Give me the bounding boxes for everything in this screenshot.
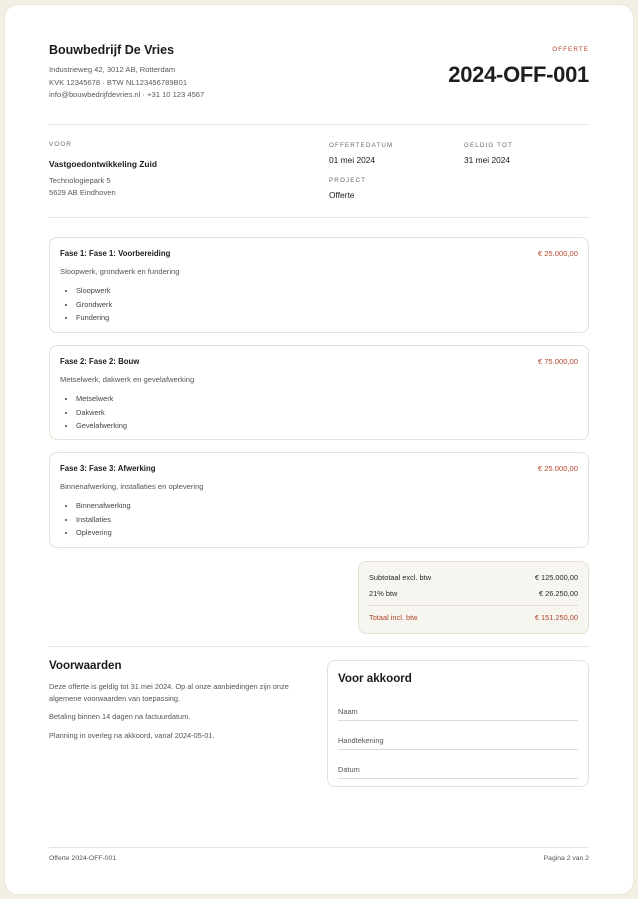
phase-item: • Fundering <box>76 311 112 325</box>
page-content <box>49 5 589 894</box>
company-details <box>49 64 204 102</box>
client-block <box>49 141 157 198</box>
subtotal-row <box>369 573 578 582</box>
project-block <box>329 177 366 200</box>
phase-title: Fase 2: Fase 2: Bouw <box>60 357 140 366</box>
vat-label: 21% btw <box>369 589 398 598</box>
phase-item-list <box>76 499 131 540</box>
phase-item: • Sloopwerk <box>76 284 112 298</box>
company-address: Industrieweg 42, 3012 AB, Rotterdam <box>49 65 176 74</box>
name-field[interactable] <box>338 701 578 721</box>
phase-card <box>49 452 589 548</box>
document-number: 2024-OFF-001 <box>448 62 589 87</box>
project-label: PROJECT <box>329 177 367 184</box>
date-field[interactable] <box>338 759 578 779</box>
date-field-label: Datum <box>338 765 360 774</box>
client-street: Technologiepark 5 <box>49 176 111 185</box>
company-contact: info@bouwbedrijfdevries.nl · +31 10 123 4567 <box>49 90 205 99</box>
phase-amount: € 25.000,00 <box>537 464 578 473</box>
name-field-label: Naam <box>338 707 358 716</box>
divider <box>49 847 589 848</box>
client-name: Vastgoedontwikkeling Zuid <box>49 159 157 169</box>
phase-item: • Gevelafwerking <box>76 419 127 433</box>
phase-item-list <box>76 284 112 325</box>
conditions-paragraph: Planning in overleg na akkoord, vanaf 2024-05-01. <box>49 730 215 740</box>
company-block <box>49 43 204 102</box>
document-page <box>4 4 634 895</box>
signature-field-label: Handtekening <box>338 736 384 745</box>
client-city: 5629 AB Eindhoven <box>49 187 116 197</box>
phase-item: • Grondwerk <box>76 298 112 312</box>
phase-description: Sloopwerk, grondwerk en fundering <box>60 267 180 276</box>
client-label: VOOR <box>49 141 72 148</box>
phase-item: • Oplevering <box>76 526 131 540</box>
subtotal-label: Subtotaal excl. btw <box>369 573 432 582</box>
company-registration: KVK 12345678 · BTW NL123456789B01 <box>49 77 188 87</box>
phase-item: • Installaties <box>76 513 131 527</box>
valid-until-block <box>464 142 513 165</box>
document-type-label: OFFERTE <box>552 46 589 53</box>
phase-card <box>49 345 589 440</box>
valid-until-value: 31 mei 2024 <box>464 155 511 165</box>
footer-page-number: Pagina 2 van 2 <box>543 855 589 862</box>
phase-card <box>49 237 589 333</box>
totals-box <box>358 561 589 634</box>
vat-row <box>369 589 578 598</box>
phase-description: Metselwerk, dakwerk en gevelafwerking <box>60 375 195 384</box>
divider <box>49 124 589 125</box>
divider <box>49 646 589 647</box>
phase-title: Fase 1: Fase 1: Voorbereiding <box>60 249 171 258</box>
signature-field[interactable] <box>338 730 578 750</box>
divider <box>49 217 589 218</box>
conditions-paragraph: Deze offerte is geldig tot 31 mei 2024. Op al onze aanbiedingen zijn onze algemene voorwaarden van toepassing. <box>49 682 289 703</box>
quote-date-label: OFFERTEDATUM <box>329 142 394 149</box>
client-address <box>49 175 157 198</box>
subtotal-value: € 125.000,00 <box>534 573 578 582</box>
vat-value: € 26.250,00 <box>538 589 578 598</box>
total-value: € 151.250,00 <box>534 613 578 622</box>
approval-box <box>327 660 589 787</box>
phase-item: • Binnenafwerking <box>76 499 131 513</box>
phase-item: • Metselwerk <box>76 392 127 406</box>
phase-item: • Dakwerk <box>76 406 127 420</box>
phase-title: Fase 3: Fase 3: Afwerking <box>60 464 156 473</box>
valid-until-label: GELDIG TOT <box>464 142 513 149</box>
conditions-paragraph: Betaling binnen 14 dagen na factuurdatum. <box>49 712 191 721</box>
phase-item-list <box>76 392 127 433</box>
quote-date-value: 01 mei 2024 <box>329 155 376 165</box>
phase-amount: € 75.000,00 <box>537 357 578 366</box>
quote-date-block <box>329 142 393 165</box>
total-label: Totaal incl. btw <box>369 613 418 622</box>
phase-amount: € 25.000,00 <box>537 249 578 258</box>
company-name: Bouwbedrijf De Vries <box>49 43 175 57</box>
conditions-title: Voorwaarden <box>49 659 122 672</box>
totals-divider <box>369 605 578 606</box>
project-value: Offerte <box>329 190 355 200</box>
phase-description: Binnenafwerking, installaties en oplevering <box>60 482 204 491</box>
footer-document-ref: Offerte 2024-OFF-001 <box>49 855 117 862</box>
approval-title: Voor akkoord <box>338 672 412 685</box>
conditions-section <box>49 659 311 741</box>
total-row <box>369 613 578 622</box>
